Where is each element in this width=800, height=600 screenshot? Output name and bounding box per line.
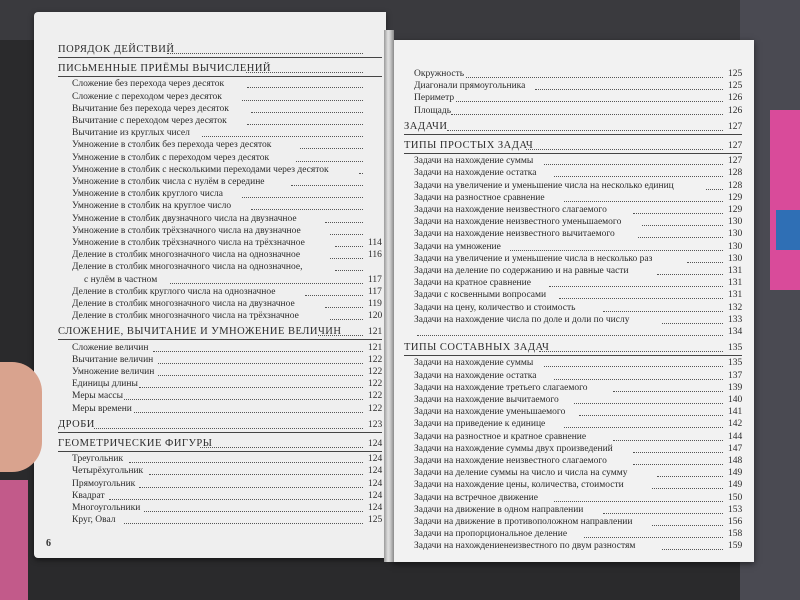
dot-leader <box>247 123 364 125</box>
dot-leader <box>447 129 723 131</box>
toc-page-number: 140 <box>728 395 743 405</box>
toc-entry-label: Периметр <box>414 93 455 104</box>
toc-entry-label: Задачи на нахождение числа по доле и доли по числу <box>414 314 630 325</box>
dot-leader <box>246 71 363 73</box>
toc-entry-label: Деление в столбик многозначного числа на однозначное <box>72 250 301 261</box>
toc-page-number: 117 <box>368 286 382 297</box>
dot-leader <box>544 365 723 367</box>
toc-entry-label: Деление в столбик многозначного числа на двузначное <box>72 299 295 309</box>
dot-leader <box>633 212 723 214</box>
toc-page-number: 158 <box>728 529 743 540</box>
toc-entry-label: Умножение в столбик с переходом через десяток <box>72 152 270 163</box>
dot-leader <box>109 498 363 500</box>
toc-entry-label: Задачи на деление по содержанию и на равные части <box>414 266 629 276</box>
dot-leader <box>149 473 364 475</box>
toc-entry-label: СЛОЖЕНИЕ, ВЫЧИТАНИЕ И УМНОЖЕНИЕ ВЕЛИЧИН <box>58 326 342 338</box>
toc-page-number: 124 <box>368 466 383 477</box>
toc-page-number: 122 <box>368 403 383 414</box>
dot-leader <box>633 463 723 465</box>
dot-leader <box>200 446 363 448</box>
dot-leader <box>451 113 723 115</box>
toc-entry-label: Задачи на нахождение суммы двух произведений <box>414 443 613 454</box>
dot-leader <box>535 88 723 90</box>
dot-leader <box>291 184 363 186</box>
dot-leader <box>300 147 363 149</box>
toc-page-number: 147 <box>728 443 743 454</box>
dot-leader <box>170 282 363 284</box>
toc-page-number: 122 <box>368 367 383 377</box>
dot-leader <box>153 350 363 352</box>
dot-leader <box>526 148 723 150</box>
dot-leader <box>549 285 723 287</box>
toc-page-number: 127 <box>728 141 743 151</box>
toc-entry-label: ГЕОМЕТРИЧЕСКИЕ ФИГУРЫ <box>58 438 213 449</box>
toc-page-number: 123 <box>368 419 383 430</box>
toc-entry-label: с нулём в частном <box>84 274 158 285</box>
dot-leader <box>466 76 723 78</box>
dot-leader <box>124 398 363 400</box>
dot-leader <box>657 475 723 477</box>
heading-rule <box>58 76 382 77</box>
dot-leader <box>657 273 723 275</box>
dot-leader <box>662 548 723 550</box>
toc-entry-label: Задачи на нахождение суммы <box>414 156 534 167</box>
dot-leader <box>603 310 723 312</box>
pink-object-left <box>0 480 28 600</box>
toc-entry-label: Умножение величин <box>72 367 155 377</box>
toc-page-number: 141 <box>728 407 743 418</box>
toc-entry-label: Треугольник <box>72 454 124 465</box>
toc-entry-label: Окружность <box>414 69 465 79</box>
dot-leader <box>318 334 363 336</box>
dot-leader <box>579 414 723 416</box>
toc-entry-label: Деление в столбик многозначного числа на однозначное, <box>72 262 303 273</box>
toc-entry-label: Деление в столбик круглого числа на однозначное <box>72 286 276 297</box>
page-number: 6 <box>46 538 51 549</box>
heading-rule <box>404 134 742 135</box>
toc-entry-label: Круг, Овал <box>72 515 116 526</box>
toc-entry-label: Умножение в столбик на круглое число <box>72 201 232 212</box>
dot-leader <box>202 135 363 137</box>
toc-entry-label: Умножение в столбик числа с нулём в середине <box>72 177 265 187</box>
toc-entry-label: ЗАДАЧИ <box>404 120 448 132</box>
toc-entry-label: Площадь <box>414 105 452 116</box>
toc-entry-label: Прямоугольник <box>72 478 136 489</box>
dot-leader <box>134 411 363 413</box>
toc-page-number: 124 <box>368 439 383 449</box>
dot-leader <box>251 208 363 210</box>
toc-page-number: 142 <box>728 419 743 430</box>
toc-page-number: 130 <box>728 241 743 252</box>
dot-leader <box>687 261 724 263</box>
toc-entry-label: Задачи на нахождение суммы <box>414 358 534 369</box>
toc-page-number: 159 <box>728 541 743 552</box>
toc-entry-label: Задачи на нахождение неизвестного слагаемого <box>414 205 607 215</box>
dot-leader <box>305 294 363 296</box>
toc-entry-label: Задачи на нахождение остатка <box>414 168 537 179</box>
toc-entry-label: ТИПЫ СОСТАВНЫХ ЗАДАЧ <box>404 342 550 354</box>
toc-page-number: 127 <box>728 121 743 132</box>
toc-entry-label: Умножение в столбик без перехода через десяток <box>72 140 272 151</box>
toc-entry-label: Умножение в столбик трёхзначного числа на трёхзначное <box>72 238 305 248</box>
toc-page-number: 135 <box>728 343 743 354</box>
toc-entry-label: Задачи с косвенными вопросами <box>414 290 547 301</box>
toc-entry-label: Умножение в столбик с несколькими переходами через десяток <box>72 164 329 175</box>
heading-rule <box>58 339 382 340</box>
toc-page-number: 131 <box>728 266 743 276</box>
toc-page-number: 116 <box>368 250 382 261</box>
dot-leader <box>251 111 363 113</box>
dot-leader <box>242 99 363 101</box>
heading-rule <box>58 432 382 433</box>
dot-leader <box>330 318 363 320</box>
toc-entry-label: ПОРЯДОК ДЕЙСТВИЙ <box>58 44 175 55</box>
heading-rule <box>404 153 742 154</box>
toc-page-number: 129 <box>728 192 743 203</box>
dot-leader <box>554 175 723 177</box>
dot-leader <box>633 451 723 453</box>
toc-page-number: 130 <box>728 229 743 240</box>
toc-entry-label: Сложение величин <box>72 342 149 353</box>
toc-entry-label: Задачи на разностное сравнение <box>414 192 545 203</box>
dot-leader <box>456 100 723 102</box>
toc-entry-label: Квадрат <box>72 490 105 501</box>
dot-leader <box>564 200 723 202</box>
toc-entry-label: Умножение в столбик двузначного числа на двузначное <box>72 213 297 224</box>
toc-entry-label: Задачи на цену, количество и стоимость <box>414 302 576 313</box>
toc-entry-label: Единицы длины <box>72 379 138 390</box>
toc-entry-label: Задачи на приведение к единице <box>414 419 546 430</box>
dot-leader <box>144 510 363 512</box>
toc-entry-label: Задачи на разностное и кратное сравнение <box>414 431 587 442</box>
dot-leader <box>652 487 723 489</box>
toc-page-number: 130 <box>728 217 743 228</box>
toc-page-number: 121 <box>368 342 383 353</box>
dot-leader <box>139 486 363 488</box>
dot-leader <box>544 163 723 165</box>
toc-entry-label: Задачи на нахождение вычитаемого <box>414 395 559 405</box>
toc-page-number: 125 <box>368 515 383 526</box>
dot-leader <box>539 350 723 352</box>
toc-entry-label: Задачи на нахождение остатка <box>414 370 537 381</box>
dot-leader <box>652 524 723 526</box>
dot-leader <box>613 439 723 441</box>
toc-entry-label: Меры массы <box>72 391 124 402</box>
dot-leader <box>706 188 723 190</box>
toc-entry-label: Задачи на деление суммы на число и числа на сумму <box>414 468 628 479</box>
toc-entry-label: Задачи на нахождение третьего слагаемого <box>414 382 588 393</box>
toc-page-number: 133 <box>728 314 743 325</box>
toc-entry-label: Задачи на нахождение уменьшаемого <box>414 407 566 418</box>
toc-page-number: 122 <box>368 379 383 390</box>
toc-page-number: 122 <box>368 354 383 365</box>
dot-leader <box>510 249 723 251</box>
toc-entry-label: ДРОБИ <box>58 418 95 430</box>
dot-leader <box>559 297 723 299</box>
toc-entry-label: Сложение с переходом через десяток <box>72 91 222 102</box>
dot-leader <box>603 512 723 514</box>
toc-entry-label: Задачи на пропорциональное деление <box>414 529 568 540</box>
toc-page-number: 150 <box>728 492 743 503</box>
toc-entry-label: Задачи на нахождение неизвестного вычитаемого <box>414 229 615 240</box>
toc-entry-label: Задачи на кратное сравнение <box>414 278 531 289</box>
toc-entry-label: Диагонали прямоугольника <box>414 81 526 92</box>
dot-leader <box>296 160 364 162</box>
toc-page-number: 129 <box>728 205 743 215</box>
dot-leader <box>638 236 724 238</box>
toc-page-number: 139 <box>728 382 743 393</box>
dot-leader <box>94 427 363 429</box>
dot-leader <box>564 426 723 428</box>
toc-entry-label: Задачи на нахождениенеизвестного по двум разностям <box>414 541 636 552</box>
toc-entry-label: Вычитание без перехода через десяток <box>72 103 229 114</box>
toc-page-number: 148 <box>728 456 743 466</box>
dot-leader <box>129 461 363 463</box>
toc-page-number: 124 <box>368 454 383 465</box>
toc-page-number: 124 <box>368 490 383 501</box>
toc-entry-label: Сложение без перехода через десяток <box>72 79 225 90</box>
hand <box>0 362 42 472</box>
toc-entry-label: Задачи на нахождение неизвестного слагаемого <box>414 456 607 466</box>
toc-entry-label: Многоугольники <box>72 503 141 513</box>
toc-entry-label: Задачи на встречное движение <box>414 492 538 503</box>
dot-leader <box>662 322 723 324</box>
toc-page-number: 149 <box>728 468 743 479</box>
dot-leader <box>574 402 723 404</box>
toc-page-number: 119 <box>368 299 382 309</box>
dot-leader <box>242 196 363 198</box>
toc-page-number: 134 <box>728 327 743 337</box>
toc-page-number: 124 <box>368 503 383 513</box>
heading-rule <box>58 451 382 452</box>
toc-entry-label: ТИПЫ ПРОСТЫХ ЗАДАЧ <box>404 140 534 151</box>
toc-entry-label: Четырёхугольник <box>72 466 144 477</box>
toc-page-number: 117 <box>368 274 382 285</box>
toc-entry-label: Задачи на увеличение и уменьшение числа в несколько раз <box>414 253 653 264</box>
toc-page-number: 149 <box>728 480 743 491</box>
dot-leader <box>330 257 363 259</box>
toc-entry-label: Меры времени <box>72 403 132 414</box>
toc-page-number: 125 <box>728 69 743 79</box>
dot-leader <box>167 52 363 54</box>
dot-leader <box>613 390 723 392</box>
dot-leader <box>247 86 364 88</box>
toc-page-number: 130 <box>728 253 743 264</box>
toc-page-number: 124 <box>368 478 383 489</box>
toc-page-number: 131 <box>728 290 743 301</box>
toc-entry-label: Задачи на движение в одном направлении <box>414 504 584 515</box>
dot-leader <box>158 362 363 364</box>
toc-entry-label: Задачи на умножение <box>414 241 501 252</box>
toc-page-number: 126 <box>728 93 743 104</box>
toc-page-number: 114 <box>368 238 382 248</box>
toc-page-number: 128 <box>728 168 743 179</box>
heading-rule <box>404 355 742 356</box>
pink-object <box>770 110 800 290</box>
toc-page-number: 137 <box>728 370 743 381</box>
toc-page-number: 153 <box>728 504 743 515</box>
dot-leader <box>335 269 363 271</box>
toc-entry-label: Задачи на нахождение неизвестного уменьшаемого <box>414 217 622 228</box>
toc-entry-label: Вычитание из круглых чисел <box>72 128 190 139</box>
dot-leader <box>124 522 363 524</box>
heading-rule <box>58 57 382 58</box>
dot-leader <box>158 374 363 376</box>
toc-page-number: 128 <box>728 180 743 191</box>
toc-page-number: 131 <box>728 278 743 289</box>
toc-page-number: 125 <box>728 81 743 92</box>
toc-page-number: 127 <box>728 156 743 167</box>
toc-page-number: 126 <box>728 105 743 116</box>
toc-page-number: 121 <box>368 327 383 338</box>
toc-page-number: 132 <box>728 302 743 313</box>
toc-entry-label: Умножение в столбик трёхзначного числа на двузначное <box>72 225 301 236</box>
toc-page-number: 144 <box>728 431 743 442</box>
toc-entry-label: Задачи на нахождение цены, количества, стоимости <box>414 480 624 491</box>
dot-leader <box>359 172 363 174</box>
toc-entry-label: ПИСЬМЕННЫЕ ПРИЁМЫ ВЫЧИСЛЕНИЙ <box>58 63 272 75</box>
toc-entry-label: Задачи на движение в противоположном направлении <box>414 517 633 527</box>
blue-object <box>776 210 800 250</box>
book-gutter <box>384 30 394 562</box>
toc-entry-label: Задачи на увеличение и уменьшение числа на несколько единиц <box>414 180 674 191</box>
toc-page-number: 156 <box>728 517 743 527</box>
dot-leader <box>325 221 363 223</box>
toc-entry-label: Вычитание с переходом через десяток <box>72 116 227 126</box>
dot-leader <box>325 306 363 308</box>
toc-entry-label: Вычитание величин <box>72 354 154 365</box>
toc-page-number: 120 <box>368 311 383 322</box>
dot-leader <box>554 500 723 502</box>
toc-page-number: 135 <box>728 358 743 369</box>
dot-leader <box>330 233 363 235</box>
toc-entry-label: Умножение в столбик круглого числа <box>72 189 224 200</box>
dot-leader <box>417 334 723 336</box>
dot-leader <box>642 224 723 226</box>
toc-page-number: 122 <box>368 391 383 402</box>
dot-leader <box>584 536 723 538</box>
dot-leader <box>139 386 363 388</box>
dot-leader <box>554 378 723 380</box>
toc-entry-label: Деление в столбик многозначного числа на трёхзначное <box>72 311 299 322</box>
dot-leader <box>335 245 363 247</box>
